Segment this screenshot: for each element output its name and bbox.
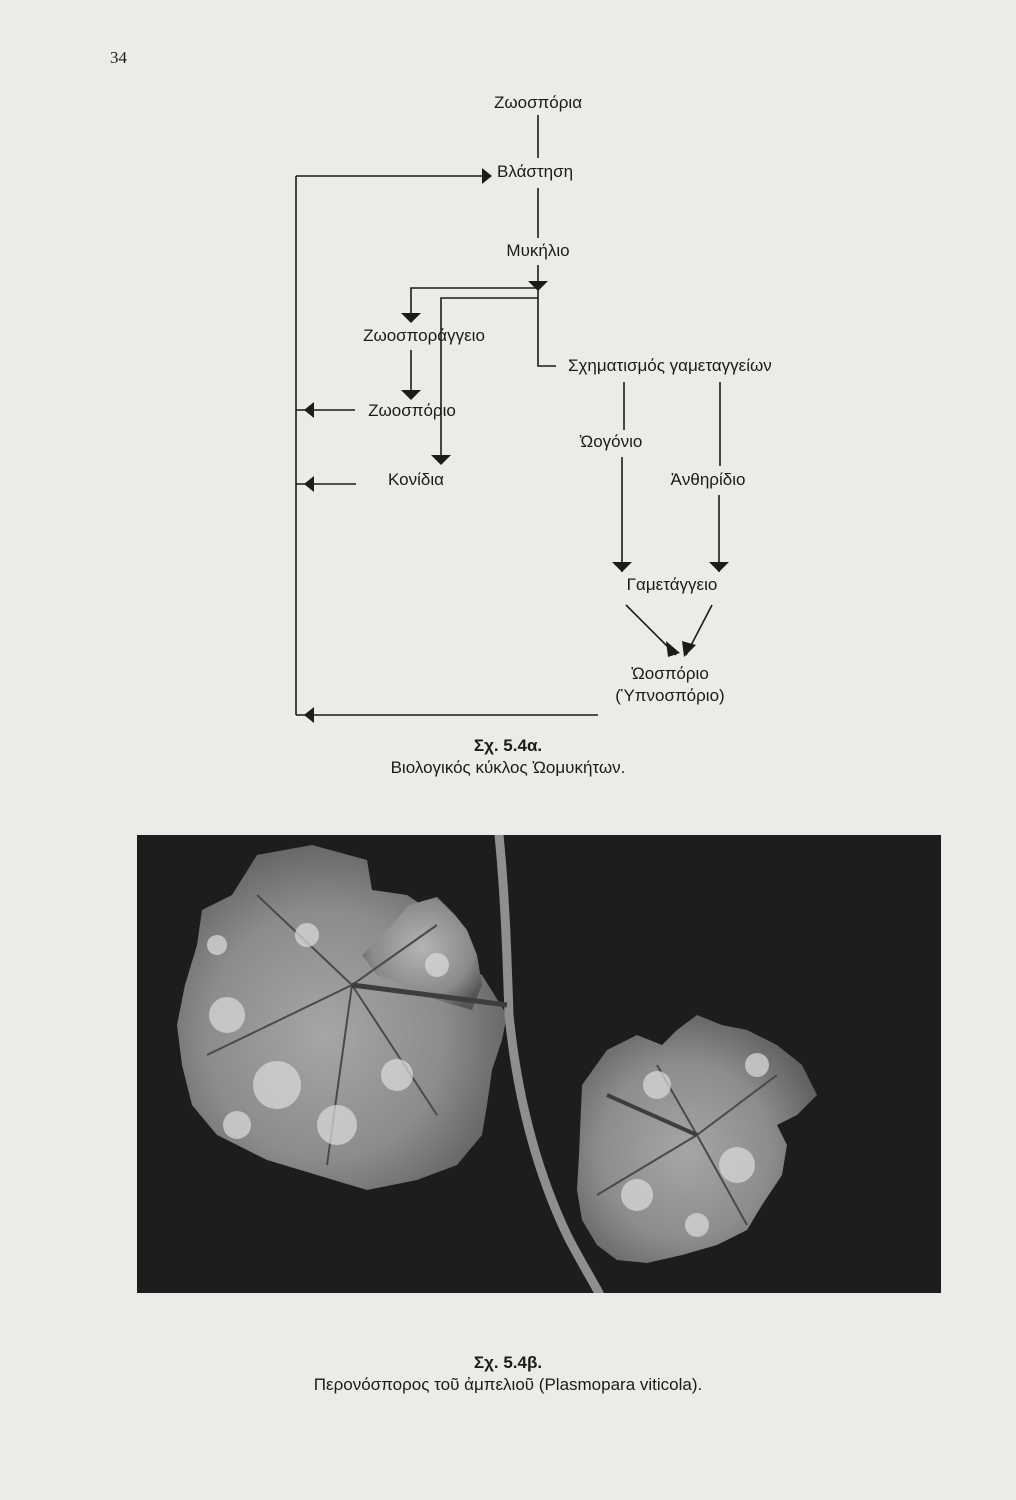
arrowhead <box>482 168 492 184</box>
node-germination: Βλάστηση <box>497 162 574 181</box>
grapevine-stem <box>499 835 599 1293</box>
arrowhead <box>304 476 314 492</box>
node-oospore: Ὠοσπόριο <box>631 664 709 683</box>
arrowhead <box>401 313 421 323</box>
figure-b-text: Περονόσπορος τοῦ ἀμπελιοῦ (Plasmopara viticola). <box>313 1375 703 1394</box>
node-oogonium: Ὠογόνιο <box>579 432 643 451</box>
arrowhead <box>682 641 696 657</box>
arrowhead <box>401 390 421 400</box>
page-number: 34 <box>110 48 127 67</box>
photo-grapevine-leaves <box>137 835 941 1293</box>
node-conidia: Κονίδια <box>388 470 444 489</box>
node-mycelium: Μυκήλιο <box>506 241 570 260</box>
figure-b-caption <box>0 1352 1016 1396</box>
figure-a-text: Βιολογικός κύκλος Ὠομυκήτων. <box>390 758 626 777</box>
node-gametangia-formation: Σχηματισμός γαμεταγγείων <box>568 356 772 375</box>
arrowhead <box>666 641 680 657</box>
connector <box>441 298 538 462</box>
node-zoosporangium: Ζωοσποράγγειο <box>363 326 485 345</box>
arrowhead <box>709 562 729 572</box>
figure-a-number: Σχ. 5.4α. <box>473 736 543 755</box>
node-antheridium: Ἀνθηρίδιο <box>670 470 746 489</box>
connector <box>538 265 556 366</box>
node-zoospores: Ζωοσπόρια <box>493 93 583 112</box>
arrowhead <box>612 562 632 572</box>
node-hypnospore: (Ὑπνοσπόριο) <box>615 686 725 705</box>
figure-a-caption <box>0 735 1016 779</box>
arrowhead <box>304 707 314 723</box>
node-zoospore: Ζωοσπόριο <box>368 401 456 420</box>
node-gametangium: Γαμετάγγειο <box>626 575 718 594</box>
connector <box>411 288 538 320</box>
figure-b-number: Σχ. 5.4β. <box>473 1353 543 1372</box>
arrowhead <box>528 281 548 291</box>
arrowhead <box>304 402 314 418</box>
arrowhead <box>431 455 451 465</box>
